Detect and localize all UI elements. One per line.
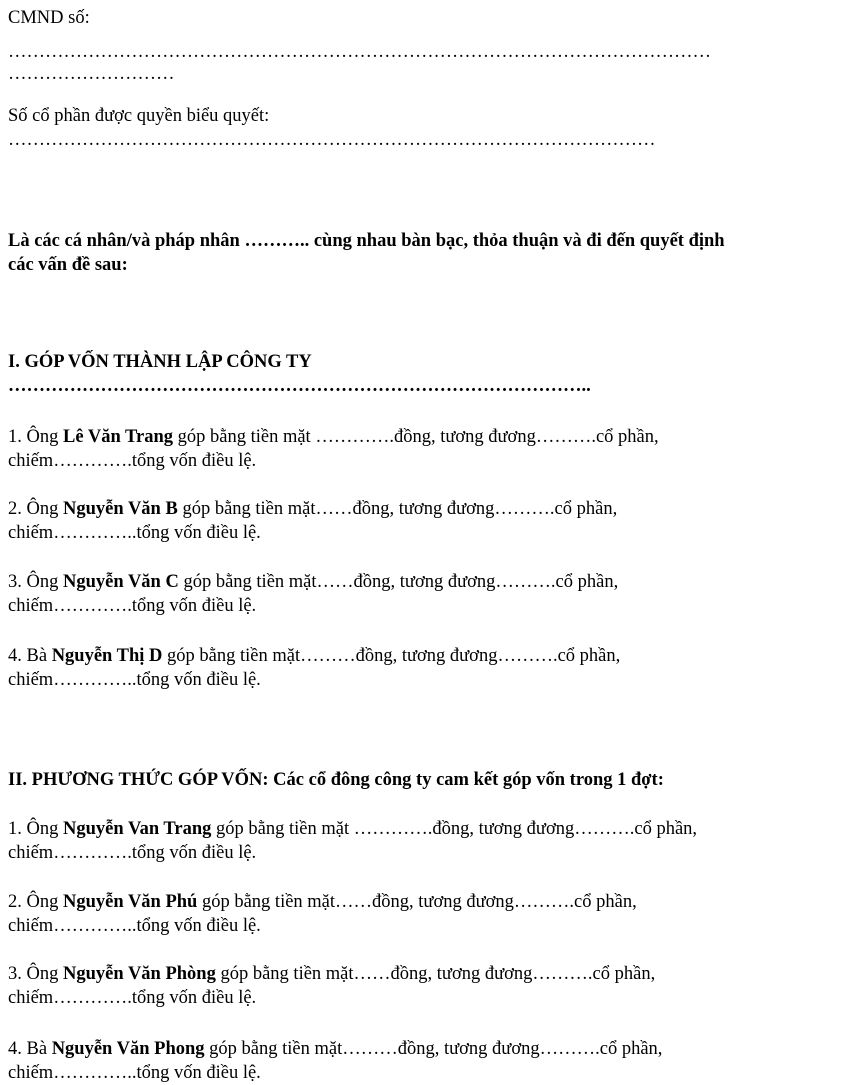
item-text: góp bằng tiền mặt ………….đồng, tương đương……….cổ phần, <box>173 427 659 447</box>
section2-title: II. PHƯƠNG THỨC GÓP VỐN: Các cổ đông công ty cam kết góp vốn trong 1 đợt: <box>8 770 664 790</box>
voting-dots: …………………………………………………………………………………………… <box>8 130 656 150</box>
shareholder-name: Nguyễn Van Trang <box>63 819 212 839</box>
section1-title: I. GÓP VỐN THÀNH LẬP CÔNG TY <box>8 352 312 372</box>
section1-item <box>8 497 844 545</box>
item-prefix: 1. Ông <box>8 427 63 447</box>
item-line2: chiếm…………..tổng vốn điều lệ. <box>8 1063 261 1083</box>
section1-item <box>8 570 844 618</box>
item-line2: chiếm………….tổng vốn điều lệ. <box>8 596 257 616</box>
item-prefix: 3. Ông <box>8 572 63 592</box>
item-text: góp bằng tiền mặt ………….đồng, tương đương……….cổ phần, <box>211 819 698 839</box>
item-text: góp bằng tiền mặt………đồng, tương đương……….cổ phần, <box>204 1039 663 1059</box>
item-line2: chiếm………….tổng vốn điều lệ. <box>8 451 257 471</box>
section2-item <box>8 890 844 938</box>
item-prefix: 3. Ông <box>8 964 63 984</box>
section2-item <box>8 1037 844 1085</box>
intro-line1: Là các cá nhân/và pháp nhân ……….. cùng nhau bàn bạc, thỏa thuận và đi đến quyết định <box>8 231 725 251</box>
voting-block <box>8 104 844 152</box>
shareholder-name: Nguyễn Văn Phú <box>63 892 198 912</box>
shareholder-name: Lê Văn Trang <box>63 427 173 447</box>
item-text: góp bằng tiền mặt……đồng, tương đương……….cổ phần, <box>215 964 656 984</box>
section1-dots: ………………………………………………………………………………….. <box>8 376 591 396</box>
item-line2: chiếm………….tổng vốn điều lệ. <box>8 988 257 1008</box>
item-text: góp bằng tiền mặt……đồng, tương đương……….cổ phần, <box>178 572 619 592</box>
cmnd-label: CMND số: <box>8 8 90 28</box>
intro-line2: các vấn đề sau: <box>8 255 128 275</box>
intro-paragraph <box>8 229 844 277</box>
cmnd-dots-line2: ……………………… <box>8 64 175 84</box>
shareholder-name: Nguyễn Văn B <box>63 499 178 519</box>
voting-label: Số cổ phần được quyền biểu quyết: <box>8 106 270 126</box>
item-line2: chiếm…………..tổng vốn điều lệ. <box>8 523 261 543</box>
shareholder-name: Nguyễn Thị D <box>51 646 163 666</box>
item-prefix: 2. Ông <box>8 499 63 519</box>
item-text: góp bằng tiền mặt………đồng, tương đương……….cổ phần, <box>162 646 621 666</box>
section1-heading <box>8 350 844 398</box>
item-text: góp bằng tiền mặt……đồng, tương đương……….cổ phần, <box>177 499 618 519</box>
shareholder-name: Nguyễn Văn C <box>63 572 179 592</box>
section2-heading <box>8 768 844 792</box>
section1-item <box>8 425 844 473</box>
item-text: góp bằng tiền mặt……đồng, tương đương……….cổ phần, <box>197 892 637 912</box>
item-line2: chiếm………….tổng vốn điều lệ. <box>8 843 257 863</box>
shareholder-name: Nguyễn Văn Phong <box>51 1039 205 1059</box>
item-prefix: 1. Ông <box>8 819 63 839</box>
cmnd-dots-line1: …………………………………………………………………………………………………… <box>8 42 711 62</box>
item-prefix: 4. Bà <box>8 1039 52 1059</box>
section2-item <box>8 962 844 1010</box>
section1-item <box>8 644 844 692</box>
cmnd-block <box>8 6 844 86</box>
item-line2: chiếm…………..tổng vốn điều lệ. <box>8 916 261 936</box>
section2-item <box>8 817 844 865</box>
item-prefix: 2. Ông <box>8 892 63 912</box>
shareholder-name: Nguyễn Văn Phòng <box>63 964 216 984</box>
item-prefix: 4. Bà <box>8 646 52 666</box>
item-line2: chiếm…………..tổng vốn điều lệ. <box>8 670 261 690</box>
